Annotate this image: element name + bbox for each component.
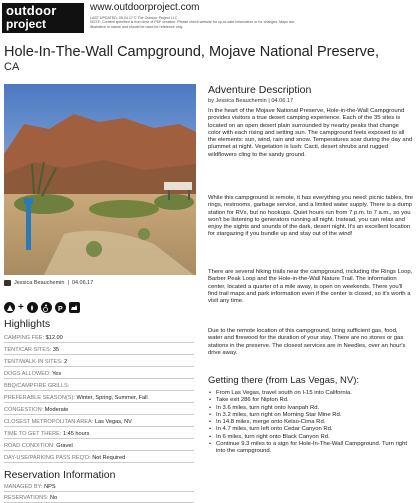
direction-step: • From Las Vegas, travel south on I-15 into California.: [208, 390, 413, 397]
photo-date: 04.06.17: [71, 280, 94, 286]
highlight-row-camping-fee: CAMPING FEE: $12.00: [4, 335, 194, 343]
adventure-byline: by Jessica Beauchemin | 04.06.17: [208, 98, 294, 104]
campground-photo: [4, 84, 196, 275]
highlight-row-walk-in-sites: TENT/WALK-IN SITES: 2: [4, 359, 194, 367]
highlight-row-campfire-grills: BBQ/CAMPFIRE GRILLS:: [4, 383, 194, 391]
logo-line2: project: [6, 17, 47, 31]
last-updated: LAST UPDATED: 05.04.17 © The Outdoor Project LLC: [90, 16, 178, 20]
direction-step: • In 4.7 miles, turn left onto Cedar Canyon Rd.: [208, 426, 413, 433]
update-note: [90, 16, 300, 29]
page-title-state: CA: [4, 61, 20, 73]
photo-author: Jessica Beauchemin: [14, 280, 65, 286]
highlight-row-congestion: CONGESTION: Moderate: [4, 407, 194, 415]
highlight-row-road-condition: ROAD CONDITION: Gravel: [4, 443, 194, 451]
direction-step: • In 3.2 miles, turn right on Morning Star Mine Rd.: [208, 412, 413, 419]
plus-icon: +: [18, 302, 24, 313]
caption-separator: |: [67, 280, 69, 286]
tent-icon: [4, 302, 15, 313]
direction-step: • In 3.6 miles, turn right onto Ivanpah Rd.: [208, 405, 413, 412]
highlight-row-parking-pass: DAY-USE/PARKING PASS REQ'D: Not Required: [4, 455, 194, 463]
disclaimer: NOTE: Content specified is from time of PDF creation. Please check website for up-to-date information or for changes. Maps are illustrative in nature and should be used for reference only.: [90, 20, 295, 29]
highlights-heading: Highlights: [4, 318, 51, 330]
reservation-row-reservations: RESERVATIONS: No: [4, 495, 194, 503]
highlight-row-metro-area: CLOSEST METROPOLITAN AREA: Las Vegas, NV: [4, 419, 194, 427]
outdoor-project-logo[interactable]: [2, 3, 84, 33]
camera-icon: [4, 280, 11, 286]
highlight-row-travel-time: TIME TO GET THERE: 1:45 hours: [4, 431, 194, 439]
description-paragraph: Due to the remote location of this campground, bring sufficient gas, food, water and firewood for the duration of your stay. There are no stores or gas stations in the preserve. The closest services are in Needles, over an hour's drive away.: [208, 328, 406, 356]
direction-step: • Take exit 286 for Nipton Rd.: [208, 397, 413, 404]
directions-heading: Getting there (from Las Vegas, NV):: [208, 375, 360, 386]
page-title: Hole-In-The-Wall Campground, Mojave National Preserve,: [4, 44, 380, 60]
reservation-heading: Reservation Information: [4, 469, 116, 481]
accessible-icon: [41, 302, 52, 313]
directions-list: [208, 390, 413, 456]
description-paragraph: While this campground is remote, it has everything you need: picnic tables, fire rings, restrooms, garbage service, and a limited water supply. There is a dump station for RVs, but no hookups. Quiet hours run from 7 p.m. to 7 a.m., so you won't be listening to generators running all night. Instead, you can relax and enjoy the sights and sounds of the dark, desert night. It's an excellent location for stargazing if you bundle up and stay out of the wind!: [208, 195, 413, 238]
highlight-row-dogs-allowed: DOGS ALLOWED: Yes: [4, 371, 194, 379]
direction-step: • In 6 miles, turn right onto Black Canyon Rd.: [208, 434, 413, 441]
highlight-row-tent-car-sites: TENT/CAR SITES: 35: [4, 347, 194, 355]
logo-line1: outdoor: [6, 3, 57, 18]
description-paragraph: There are several hiking trails near the campground, including the Rings Loop, Barber Peak Loop and the Hole-in-the-Wall Nature Trail. The information center, located a quarter of a mile away, is open on weekends. There you'll find trail maps and park information even if the center is closed, so it's worth a visit any time.: [208, 269, 413, 305]
description-paragraph: In the heart of the Mojave National Preserve, Hole-in-the-Wall Campground provides visitors a true desert camping experience. Each of the 35 sites is located on an open desert plain surrounded by nearby peaks that change color with each rising and setting sun. The campground feels exposed to all the elements: sun, wind, rain and snow. Temperatures soar during the day and plummet at night. Vegetation is lush: Cacti, desert shrubs and rugged wildflowers cling to the sandy ground.: [208, 108, 413, 158]
reservation-row-managed-by: MANAGED BY: NPS: [4, 484, 194, 492]
site-url[interactable]: www.outdoorproject.com: [90, 2, 200, 13]
highlight-row-seasons: PREFERABLE SEASON(S): Winter, Spring, Summer, Fall: [4, 395, 194, 403]
svg-text:P: P: [58, 305, 64, 312]
campfire-icon: [27, 302, 38, 313]
page-header: [0, 0, 419, 40]
photo-caption: [4, 280, 93, 286]
direction-step: • Continue 9.3 miles to a sign for Hole-In-The-Wall Campground. Turn right into the campground.: [208, 441, 413, 456]
direction-step: • In 14.8 miles, merge onto Kelso-Cima Rd.: [208, 419, 413, 426]
activity-icons: [4, 302, 80, 313]
parking-icon: [55, 302, 66, 313]
adventure-heading: Adventure Description: [208, 84, 312, 96]
dog-icon: [69, 302, 80, 313]
